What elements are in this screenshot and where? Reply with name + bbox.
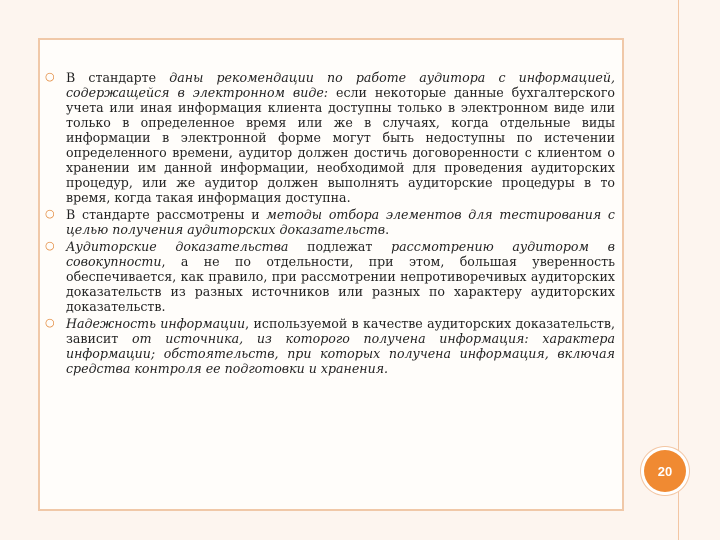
bullet-icon: ○ [45, 70, 55, 83]
text-segment: , используемой в качестве аудиторских доказательств, зависит [66, 316, 615, 346]
page-number-badge: 20 [644, 450, 686, 492]
text-segment-italic: методы отбора элементов для тестирования с целью получения аудиторских доказательств [66, 207, 615, 237]
bullet-icon: ○ [45, 239, 55, 252]
text-segment: . [385, 222, 390, 237]
slide-body [40, 70, 615, 378]
text-segment-italic: от источника, из которого получена информация: характера информации; обстоятельств, при которых получена информация, включая средства контроля ее подготовки и хранения. [66, 331, 616, 376]
list-item [40, 316, 615, 376]
text-segment: В стандарте рассмотрены и [66, 207, 267, 222]
bullet-icon: ○ [45, 316, 55, 329]
bullet-icon: ○ [45, 207, 55, 220]
list-item [40, 70, 615, 205]
list-item [40, 239, 615, 314]
text-segment-italic: рассмотрению аудитором в совокупности [66, 239, 615, 269]
text-segment: В стандарте [66, 70, 170, 85]
text-segment-italic: даны рекомендации по работе аудитора с информацией, содержащейся в электронном виде: [66, 70, 615, 100]
list-item [40, 207, 615, 237]
text-segment: подлежат [288, 239, 392, 254]
text-segment: если некоторые данные бухгалтерского учета или иная информация клиента доступны только в электронном виде или только в определенное время или же в случаях, когда отдельные виды информации в электронной форме могут быть недоступны по истечении определенного времени, аудитор должен достичь договоренности с клиентом о хранении им данной информации, необходимой для проведения аудиторских процедур, или же аудитор должен выполнять аудиторские процедуры в то время, когда такая информация доступна. [66, 85, 615, 205]
text-segment-italic: Аудиторские доказательства [66, 239, 289, 254]
text-segment-italic: Надежность информации [66, 316, 246, 331]
text-segment: , а не по отдельности, при этом, большая уверенность обеспечивается, как правило, при рассмотрении непротиворечивых аудиторских доказательств из разных источников или разных по характеру аудиторских доказательств. [66, 254, 615, 314]
